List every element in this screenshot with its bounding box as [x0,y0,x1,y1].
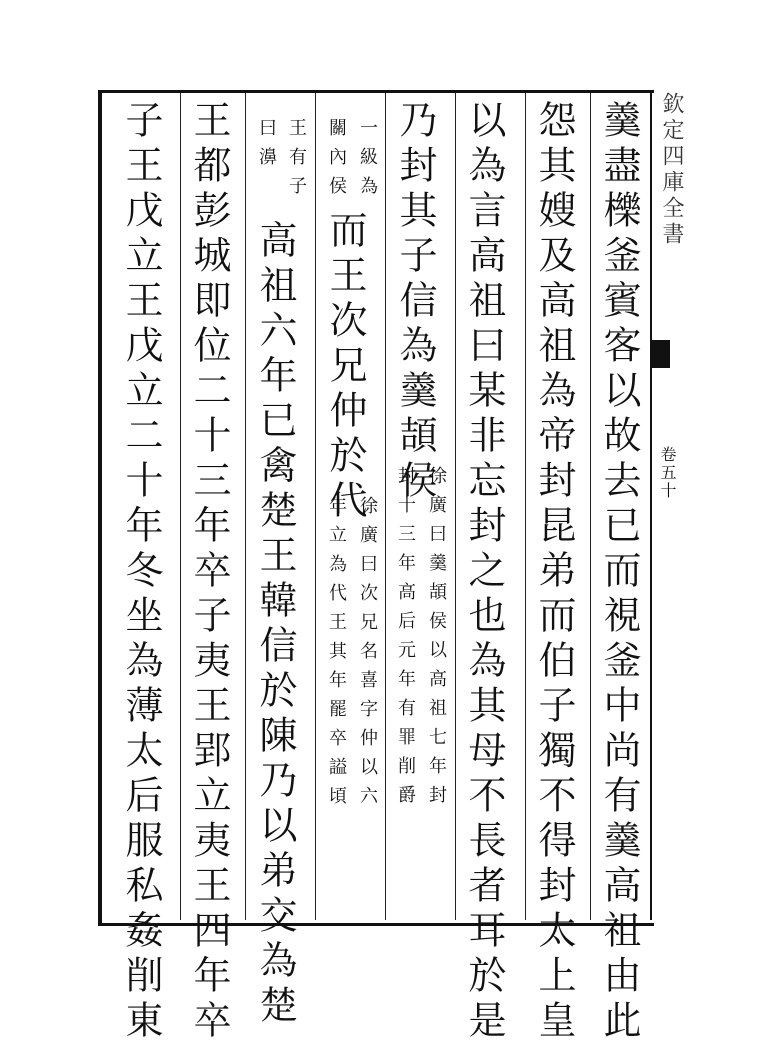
column-rule [245,93,246,920]
text-column-4: 乃封其子信為羹頡侯 [393,100,437,505]
column-rule [455,93,456,920]
book-title: 欽定四庫全書 [659,92,684,248]
column-rule [315,93,316,920]
text-column-2: 怨其嫂及高祖為帝封昆弟而伯子獨不得封太上皇 [532,100,576,1045]
text-column-5a: 一級為 [357,118,378,205]
column-rule [180,93,181,920]
column-rule [525,93,526,920]
text-column-6c: 高祖六年已禽楚王韓信於陳乃以弟交為楚 [253,220,297,1030]
column-rule [385,93,386,920]
annotation-2: 封十三年高后元年有罪削爵 [395,466,416,814]
column-rule [590,93,591,920]
text-column-5c: 而王次兄仲於代 [323,210,367,525]
text-column-6a: 王有子 [286,118,307,205]
annotation-1: 徐廣曰羹頡侯以高祖七年封 [426,466,447,814]
juan-label: 卷五十 [658,446,677,500]
annotation-4: 年立為代王其年罷卒謚頃 [326,496,347,815]
text-column-6b: 曰濞 [256,118,277,176]
text-column-1: 羹盡櫟釜賓客以故去已而視釜中尚有羹高祖由此 [597,100,641,1045]
annotation-3: 徐廣曰次兄名喜字仲以六 [357,496,378,815]
text-column-7: 王都彭城即位二十三年卒子夷王郢立夷王四年卒 [187,100,231,1045]
fishtail-mark [652,340,670,368]
text-column-8: 子王戊立王戊立二十年冬坐為薄太后服私姦削東 [119,100,163,1045]
text-column-5b: 關內侯 [326,118,347,205]
text-column-3: 以為言高祖曰某非忘封之也為其母不長者耳於是 [462,100,506,1045]
